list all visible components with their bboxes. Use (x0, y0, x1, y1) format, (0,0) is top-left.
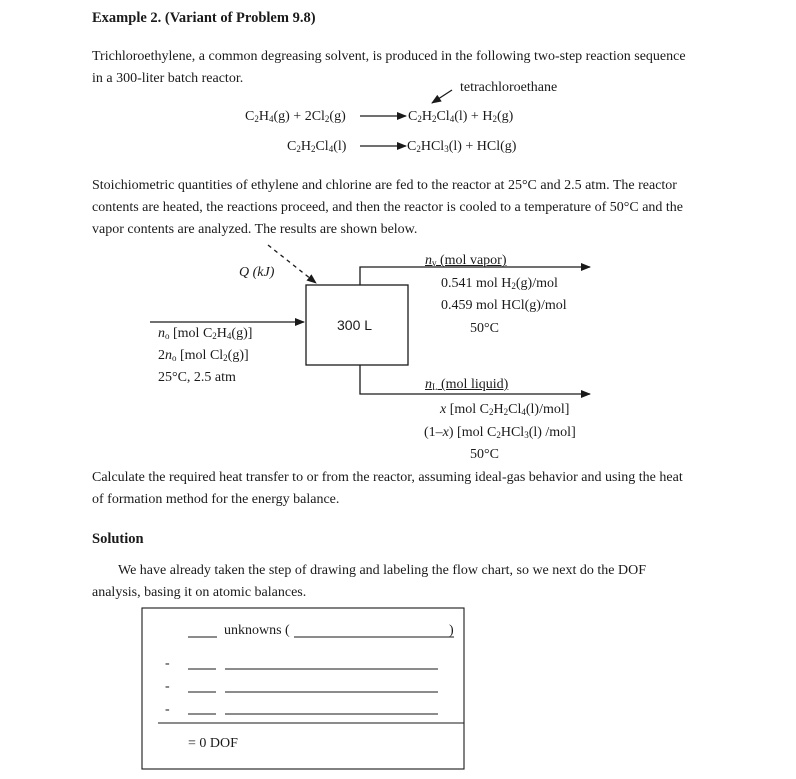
example-title: Example 2. (Variant of Problem 9.8) (92, 10, 316, 26)
tetrachloroethane-annotation: tetrachloroethane (460, 80, 558, 95)
unknowns-label: unknowns ( (224, 623, 290, 638)
vapor-h2-fraction: 0.541 mol $H_2(g)$/mol (441, 276, 558, 291)
balance-bullet-2: - (165, 679, 170, 694)
feed-ethylene-label: $n_o$ [mol $C_2H_4(g)$] (158, 326, 253, 341)
intro-line-1: Trichloroethylene, a common degreasing solvent, is produced in the following two-step reaction sequence (92, 49, 686, 64)
unknowns-close-paren: ) (449, 623, 454, 638)
solution-heading: Solution (92, 531, 144, 547)
feed-conditions-label: 25°C, 2.5 atm (158, 370, 236, 385)
conditions-line-2: contents are heated, the reactions proceed, and then the reactor is cooled to a temperature of 50°C and the (92, 200, 684, 215)
vapor-hcl-fraction: 0.459 mol HCl(g)/mol (441, 298, 567, 313)
reaction-2-reactants: $C_2H_2Cl_4(l)$ (287, 139, 347, 154)
liquid-temperature: 50°C (470, 447, 499, 462)
annotation-arrow (432, 90, 452, 103)
vapor-temperature: 50°C (470, 321, 499, 336)
reactor-volume-label: 300 L (337, 317, 373, 333)
heat-label: Q (kJ) (239, 265, 275, 280)
solution-line-2: analysis, basing it on atomic balances. (92, 585, 307, 600)
reaction-2-products: $C_2HCl_3(l) + HCl(g)$ (407, 139, 517, 154)
liquid-tetrachloroethane-fraction: x [mol $C_2H_2Cl_4(l)/mol$] (440, 402, 570, 417)
intro-line-2: in a 300-liter batch reactor. (92, 71, 244, 86)
liquid-stream-label: $n_L$ (mol liquid) (425, 377, 509, 392)
feed-chlorine-label: $2n_o$ [mol $Cl_2(g)$] (158, 348, 249, 363)
conditions-line-1: Stoichiometric quantities of ethylene and chlorine are fed to the reactor at 25°C and 2.5 atm. The reactor (92, 178, 677, 193)
reaction-1-products: $C_2H_2Cl_4(l) + H_2(g)$ (408, 109, 514, 124)
liquid-trichloroethylene-fraction: (1–x) [mol $C_2HCl_3(l)$ /mol] (424, 425, 576, 440)
solution-line-1: We have already taken the step of drawing and labeling the flow chart, so we next do the DOF (118, 563, 646, 578)
dof-result: = 0 DOF (188, 736, 238, 751)
question-line-2: of formation method for the energy balance. (92, 492, 340, 507)
conditions-line-3: vapor contents are analyzed. The results are shown below. (92, 222, 418, 237)
vapor-stream-label: $n_v$ (mol vapor) (425, 253, 507, 268)
balance-bullet-1: - (165, 656, 170, 671)
question-line-1: Calculate the required heat transfer to or from the reactor, assuming ideal-gas behavior and using the heat (92, 470, 683, 485)
balance-bullet-3: - (165, 702, 170, 717)
heat-arrow (268, 245, 316, 283)
reaction-1-reactants: $C_2H_4(g) + 2Cl_2(g)$ (245, 109, 346, 124)
